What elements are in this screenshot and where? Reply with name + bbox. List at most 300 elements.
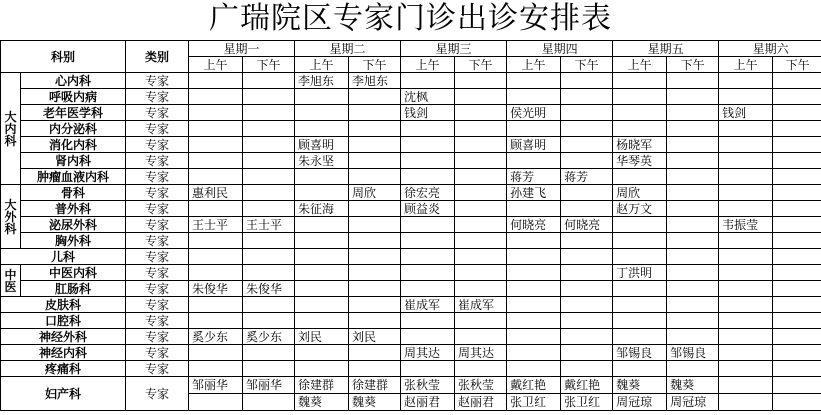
schedule-cell [561, 105, 613, 121]
header-day: 星期一 [189, 41, 295, 57]
schedule-cell [667, 137, 719, 153]
table-row [1, 249, 821, 265]
schedule-cell [295, 169, 349, 185]
header-category: 类别 [126, 41, 189, 73]
header-day: 星期二 [295, 41, 401, 57]
schedule-cell [295, 249, 349, 265]
schedule-cell [189, 377, 243, 411]
doctor-name-top: 戴红艳 [510, 378, 547, 392]
category-cell: 专家 [126, 217, 189, 233]
schedule-cell [613, 169, 667, 185]
schedule-cell [401, 169, 455, 185]
schedule-cell [507, 249, 561, 265]
schedule-cell [773, 281, 821, 297]
schedule-cell [773, 137, 821, 153]
dept-name: 胸外科 [21, 233, 126, 249]
schedule-cell [773, 345, 821, 361]
schedule-cell [613, 313, 667, 329]
group-label: 大外科 [1, 185, 21, 249]
schedule-cell [507, 73, 561, 89]
schedule-cell [243, 201, 295, 217]
category-cell: 专家 [126, 281, 189, 297]
doctor-name-bottom [719, 393, 772, 410]
schedule-cell [349, 169, 401, 185]
schedule-cell [561, 121, 613, 137]
doctor-name-bottom: 周冠琼 [667, 393, 718, 410]
doctor-name-top: 张秋莹 [458, 378, 495, 392]
schedule-cell: 崔成军 [455, 297, 507, 313]
dept-name: 皮肤科 [1, 297, 126, 313]
schedule-cell [349, 377, 401, 411]
schedule-cell [243, 73, 295, 89]
category-cell: 专家 [126, 345, 189, 361]
schedule-cell [507, 377, 561, 411]
header-am: 上午 [613, 57, 667, 73]
header-am: 上午 [295, 57, 349, 73]
schedule-cell [667, 361, 719, 377]
schedule-cell: 顾喜明 [507, 137, 561, 153]
schedule-cell [719, 137, 773, 153]
schedule-cell [189, 201, 243, 217]
schedule-cell [613, 281, 667, 297]
table-row [1, 313, 821, 329]
doctor-name-bottom [773, 393, 821, 410]
schedule-cell [507, 201, 561, 217]
schedule-cell [349, 89, 401, 105]
schedule-cell [243, 249, 295, 265]
schedule-cell: 韦振莹 [719, 217, 773, 233]
header-am: 上午 [401, 57, 455, 73]
schedule-cell [295, 185, 349, 201]
table-row [1, 73, 821, 89]
schedule-cell [561, 73, 613, 89]
page-title: 广瑞院区专家门诊出诊安排表 [209, 1, 612, 36]
doctor-name-bottom: 赵丽君 [401, 393, 454, 410]
schedule-cell [455, 281, 507, 297]
table-row [1, 217, 821, 233]
dept-name: 中医内科 [21, 265, 126, 281]
header-day: 星期四 [507, 41, 613, 57]
schedule-cell [243, 121, 295, 137]
schedule-cell [507, 89, 561, 105]
doctor-name-top [773, 377, 821, 393]
schedule-cell [349, 313, 401, 329]
schedule-cell [401, 73, 455, 89]
schedule-cell [349, 249, 401, 265]
schedule-cell [613, 105, 667, 121]
schedule-cell [667, 201, 719, 217]
category-cell: 专家 [126, 169, 189, 185]
schedule-cell [613, 73, 667, 89]
schedule-cell: 孙建飞 [507, 185, 561, 201]
table-row [1, 89, 821, 105]
schedule-cell: 何晓亮 [561, 217, 613, 233]
schedule-cell [667, 121, 719, 137]
schedule-cell [719, 233, 773, 249]
schedule-cell [773, 265, 821, 281]
schedule-cell [613, 297, 667, 313]
schedule-cell [455, 121, 507, 137]
header-pm: 下午 [349, 57, 401, 73]
category-cell: 专家 [126, 313, 189, 329]
schedule-cell: 刘民 [295, 329, 349, 345]
category-cell: 专家 [126, 121, 189, 137]
schedule-cell [773, 153, 821, 169]
schedule-cell [561, 281, 613, 297]
schedule-cell: 奚少东 [189, 329, 243, 345]
category-cell: 专家 [126, 329, 189, 345]
schedule-cell [561, 329, 613, 345]
schedule-cell [455, 329, 507, 345]
doctor-name-top: 张秋莹 [404, 378, 441, 392]
doctor-name-bottom: 魏葵 [295, 393, 348, 410]
schedule-cell [507, 265, 561, 281]
table-row [1, 137, 821, 153]
dept-name: 口腔科 [1, 313, 126, 329]
dept-name: 神经外科 [1, 329, 126, 345]
schedule-cell [455, 105, 507, 121]
dept-name: 疼痛科 [1, 361, 126, 377]
schedule-cell [349, 233, 401, 249]
dept-name: 泌尿外科 [21, 217, 126, 233]
schedule-cell: 周其达 [455, 345, 507, 361]
schedule-cell [561, 89, 613, 105]
doctor-name-bottom [243, 393, 294, 410]
schedule-cell [189, 233, 243, 249]
schedule-cell: 侯光明 [507, 105, 561, 121]
doctor-name-top [719, 377, 772, 393]
schedule-cell [719, 329, 773, 345]
table-row [1, 233, 821, 249]
schedule-cell [561, 201, 613, 217]
schedule-cell: 朱俊华 [243, 281, 295, 297]
schedule-cell: 丁洪明 [613, 265, 667, 281]
schedule-cell [455, 265, 507, 281]
schedule-cell: 李旭东 [295, 73, 349, 89]
schedule-cell [455, 89, 507, 105]
category-cell: 专家 [126, 361, 189, 377]
table-row [1, 361, 821, 377]
schedule-cell: 华琴英 [613, 153, 667, 169]
category-cell: 专家 [126, 137, 189, 153]
schedule-cell [719, 249, 773, 265]
schedule-cell [189, 249, 243, 265]
header-pm: 下午 [455, 57, 507, 73]
schedule-cell [773, 201, 821, 217]
doctor-name-top: 魏葵 [670, 378, 695, 392]
header-am: 上午 [189, 57, 243, 73]
schedule-cell: 奚少东 [243, 329, 295, 345]
schedule-cell [667, 249, 719, 265]
schedule-cell [455, 73, 507, 89]
schedule-cell [189, 265, 243, 281]
schedule-cell [455, 377, 507, 411]
schedule-cell [613, 249, 667, 265]
dept-name: 消化内科 [21, 137, 126, 153]
schedule-cell [401, 265, 455, 281]
schedule-body [1, 41, 821, 411]
schedule-cell [295, 217, 349, 233]
schedule-cell [189, 345, 243, 361]
schedule-cell [719, 201, 773, 217]
schedule-cell [667, 105, 719, 121]
schedule-cell [507, 361, 561, 377]
header-day: 星期三 [401, 41, 507, 57]
schedule-cell [667, 329, 719, 345]
schedule-cell [349, 137, 401, 153]
schedule-cell [719, 281, 773, 297]
schedule-cell [719, 153, 773, 169]
schedule-cell [773, 361, 821, 377]
schedule-cell [349, 281, 401, 297]
schedule-cell: 何晓亮 [507, 217, 561, 233]
schedule-cell [295, 297, 349, 313]
schedule-cell: 顾喜明 [295, 137, 349, 153]
table-row [1, 121, 821, 137]
schedule-cell: 周其达 [401, 345, 455, 361]
table-row [1, 153, 821, 169]
doctor-name-top: 徐建群 [352, 378, 389, 392]
schedule-cell [773, 313, 821, 329]
schedule-cell [243, 233, 295, 249]
schedule-cell: 蒋芳 [561, 169, 613, 185]
doctor-name-bottom: 张卫红 [561, 393, 612, 410]
doctor-name-top: 戴红艳 [564, 378, 601, 392]
schedule-cell [561, 297, 613, 313]
schedule-cell [189, 169, 243, 185]
schedule-cell [507, 345, 561, 361]
group-label: 中医 [1, 265, 21, 297]
header-pm: 下午 [561, 57, 613, 73]
schedule-cell [773, 297, 821, 313]
schedule-cell [719, 89, 773, 105]
schedule-cell [295, 121, 349, 137]
schedule-cell [773, 89, 821, 105]
table-row [1, 265, 821, 281]
schedule-cell [667, 185, 719, 201]
schedule-cell [719, 169, 773, 185]
schedule-cell [243, 153, 295, 169]
schedule-cell [401, 329, 455, 345]
schedule-cell [189, 121, 243, 137]
doctor-name-bottom [189, 393, 242, 410]
category-cell: 专家 [126, 185, 189, 201]
schedule-cell [455, 137, 507, 153]
schedule-cell [243, 345, 295, 361]
header-pm: 下午 [667, 57, 719, 73]
schedule-cell [719, 185, 773, 201]
schedule-cell [561, 185, 613, 201]
schedule-cell: 顾益炎 [401, 201, 455, 217]
category-cell: 专家 [126, 265, 189, 281]
schedule-cell [455, 201, 507, 217]
schedule-cell: 钱剑 [719, 105, 773, 121]
schedule-cell [773, 105, 821, 121]
category-cell: 专家 [126, 105, 189, 121]
doctor-name-bottom: 魏葵 [349, 393, 400, 410]
schedule-cell: 沈枫 [401, 89, 455, 105]
table-row [1, 185, 821, 201]
dept-name: 骨科 [21, 185, 126, 201]
schedule-cell [295, 89, 349, 105]
schedule-cell: 周欣 [613, 185, 667, 201]
doctor-name-bottom: 周冠琼 [613, 393, 666, 410]
schedule-cell [243, 185, 295, 201]
schedule-cell [773, 377, 821, 411]
schedule-cell [667, 169, 719, 185]
schedule-cell [189, 73, 243, 89]
category-cell: 专家 [126, 89, 189, 105]
header-am: 上午 [719, 57, 773, 73]
header-dept: 科别 [1, 41, 126, 73]
schedule-cell [295, 281, 349, 297]
schedule-cell [243, 377, 295, 411]
dept-name: 普外科 [21, 201, 126, 217]
header-row-days [1, 41, 821, 57]
schedule-cell [295, 265, 349, 281]
schedule-cell [561, 137, 613, 153]
schedule-cell [189, 361, 243, 377]
schedule-cell [243, 89, 295, 105]
schedule-cell [561, 233, 613, 249]
schedule-cell [349, 297, 401, 313]
doctor-name-bottom: 赵丽君 [455, 393, 506, 410]
schedule-cell [773, 217, 821, 233]
table-row [1, 345, 821, 361]
schedule-cell [401, 217, 455, 233]
schedule-cell [349, 105, 401, 121]
schedule-cell [507, 313, 561, 329]
schedule-cell: 邹锡良 [613, 345, 667, 361]
schedule-cell [773, 233, 821, 249]
schedule-cell [667, 217, 719, 233]
table-row [1, 201, 821, 217]
table-row [1, 329, 821, 345]
table-row [1, 105, 821, 121]
schedule-cell [561, 377, 613, 411]
schedule-cell [295, 313, 349, 329]
schedule-cell [455, 169, 507, 185]
schedule-table [0, 40, 821, 411]
table-row [1, 281, 821, 297]
schedule-cell [561, 249, 613, 265]
schedule-cell [401, 121, 455, 137]
schedule-cell [401, 377, 455, 411]
schedule-cell [455, 361, 507, 377]
doctor-name-top: 徐建群 [298, 378, 335, 392]
schedule-cell [667, 281, 719, 297]
header-day: 星期六 [719, 41, 821, 57]
schedule-cell [667, 265, 719, 281]
schedule-cell [507, 297, 561, 313]
schedule-cell [243, 361, 295, 377]
doctor-name-top: 邹丽华 [246, 378, 283, 392]
schedule-cell [349, 153, 401, 169]
category-cell: 专家 [126, 377, 189, 411]
dept-name: 肾内科 [21, 153, 126, 169]
schedule-cell [401, 313, 455, 329]
header-pm: 下午 [243, 57, 295, 73]
schedule-cell [349, 361, 401, 377]
schedule-cell [243, 169, 295, 185]
schedule-cell [613, 361, 667, 377]
schedule-cell [189, 153, 243, 169]
schedule-cell [189, 297, 243, 313]
schedule-cell [349, 121, 401, 137]
header-day: 星期五 [613, 41, 719, 57]
schedule-cell: 蒋芳 [507, 169, 561, 185]
schedule-cell [773, 169, 821, 185]
dept-name: 妇产科 [1, 377, 126, 411]
doctor-name-top: 邹丽华 [192, 378, 229, 392]
group-label: 大内科 [1, 73, 21, 185]
schedule-cell: 李旭东 [349, 73, 401, 89]
schedule-cell [613, 217, 667, 233]
doctor-name-top: 魏葵 [616, 378, 641, 392]
schedule-cell [613, 233, 667, 249]
schedule-cell: 周欣 [349, 185, 401, 201]
schedule-cell: 邹锡良 [667, 345, 719, 361]
schedule-cell [295, 377, 349, 411]
schedule-cell [773, 329, 821, 345]
schedule-cell [561, 361, 613, 377]
schedule-cell [401, 281, 455, 297]
schedule-cell [561, 345, 613, 361]
schedule-cell [455, 217, 507, 233]
category-cell: 专家 [126, 297, 189, 313]
header-pm: 下午 [773, 57, 821, 73]
dept-name: 儿科 [1, 249, 126, 265]
schedule-cell [243, 137, 295, 153]
schedule-cell [613, 121, 667, 137]
dept-name: 心内科 [21, 73, 126, 89]
schedule-cell [773, 249, 821, 265]
schedule-cell [507, 153, 561, 169]
schedule-cell: 杨晓军 [613, 137, 667, 153]
table-row [1, 297, 821, 313]
schedule-cell: 崔成军 [401, 297, 455, 313]
schedule-cell: 朱俊华 [189, 281, 243, 297]
schedule-cell [189, 105, 243, 121]
schedule-cell [243, 313, 295, 329]
schedule-cell [561, 265, 613, 281]
schedule-cell [719, 377, 773, 411]
schedule-cell: 惠利民 [189, 185, 243, 201]
schedule-cell [349, 201, 401, 217]
schedule-cell [401, 361, 455, 377]
schedule-cell [401, 233, 455, 249]
schedule-cell [189, 137, 243, 153]
schedule-cell [667, 233, 719, 249]
schedule-cell [719, 265, 773, 281]
table-row-fuchan [1, 377, 821, 411]
dept-name: 神经内科 [1, 345, 126, 361]
schedule-cell [667, 313, 719, 329]
schedule-cell: 徐宏亮 [401, 185, 455, 201]
schedule-cell [455, 153, 507, 169]
header-am: 上午 [507, 57, 561, 73]
table-row [1, 169, 821, 185]
schedule-cell [719, 297, 773, 313]
schedule-cell [455, 185, 507, 201]
dept-name: 老年医学科 [21, 105, 126, 121]
schedule-cell [719, 361, 773, 377]
dept-name: 内分泌科 [21, 121, 126, 137]
schedule-cell [349, 265, 401, 281]
dept-name: 呼吸内病 [21, 89, 126, 105]
schedule-cell [561, 313, 613, 329]
schedule-cell: 刘民 [349, 329, 401, 345]
